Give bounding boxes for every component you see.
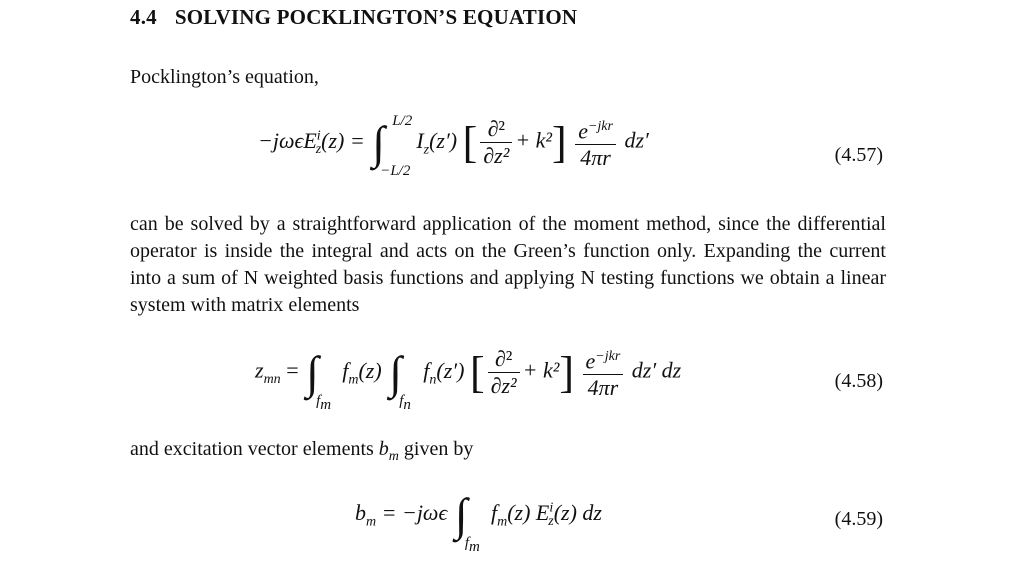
derivative-fraction-2: $\frac{\text{∂²}}{\text{∂z²}}$ [488, 346, 520, 399]
equation-4-58-body: $z_{mn}$ = ∫ $f_m$ $f_m(z)$ ∫ $f_n$ $f_n(z')$ [ $\frac{\text{∂²}}{\text{∂z²}}$ + k²] $\frac{e^{-jkr}}{4\pi r}$ dz′ dz [255, 344, 681, 401]
section-title-text: SOLVING POCKLINGTON’S EQUATION [174, 5, 578, 29]
derivative-fraction: $\frac{\text{∂²}}{\text{∂z²}}$ [480, 116, 512, 169]
green-function-fraction: $\frac{e^{-jkr}}{4\pi r}$ [575, 114, 616, 171]
equation-number-4-57: (4.57) [834, 144, 883, 166]
equation-4-59-body: $b_m = -j\omega\epsilon$ ∫ $f_m$ $f_m(z)$ $E^i_z(z)$ dz [355, 489, 602, 555]
section-heading [130, 5, 577, 30]
eq1-lhs: −jωϵE$^i_z$(z) = [258, 127, 365, 158]
right-bracket: ] [552, 117, 567, 167]
green-function-fraction-2: $\frac{e^{-jkr}}{4\pi r}$ [583, 344, 624, 401]
integral-sign-excitation: ∫ $f_m$ [454, 489, 480, 555]
paragraph-moment-method: can be solved by a straightforward application of the moment method, since the differential operator is inside the integral and acts on the Green’s function only. Expanding the current into a sum of N weighted basis functions and applying N testing functions we obtain a linear system with matrix elements [130, 213, 886, 316]
lower-limit: −L/2 [380, 162, 411, 179]
equation-number-4-58: (4.58) [834, 370, 883, 392]
section-number: 4.4 [130, 5, 157, 29]
integral-sign-outer: ∫ $f_m$ [306, 346, 332, 413]
equation-4-59 [0, 488, 1024, 558]
upper-limit: L/2 [392, 112, 413, 129]
equation-4-57-body: −jωϵE$^i_z$(z) = ∫ L/2 −L/2 $I_z(z')$ [ $\frac{\text{∂²}}{\text{∂z²}}$ + k²] $\frac{e^{-jkr}}{4\pi r}$ dz′ [258, 112, 649, 179]
eq1-current: $I_z(z')$ [416, 127, 458, 158]
integral-sign-inner: ∫ $f_n$ [389, 346, 411, 413]
paragraph-excitation: and excitation vector elements $b_m$ given by [130, 438, 474, 464]
paragraph-intro: Pocklington’s equation, [130, 66, 319, 88]
equation-4-57 [0, 106, 1024, 206]
left-bracket: [ [462, 117, 478, 167]
equation-4-58 [0, 340, 1024, 430]
integral-sign: ∫ L/2 −L/2 [372, 112, 413, 179]
equation-number-4-59: (4.59) [834, 508, 883, 530]
